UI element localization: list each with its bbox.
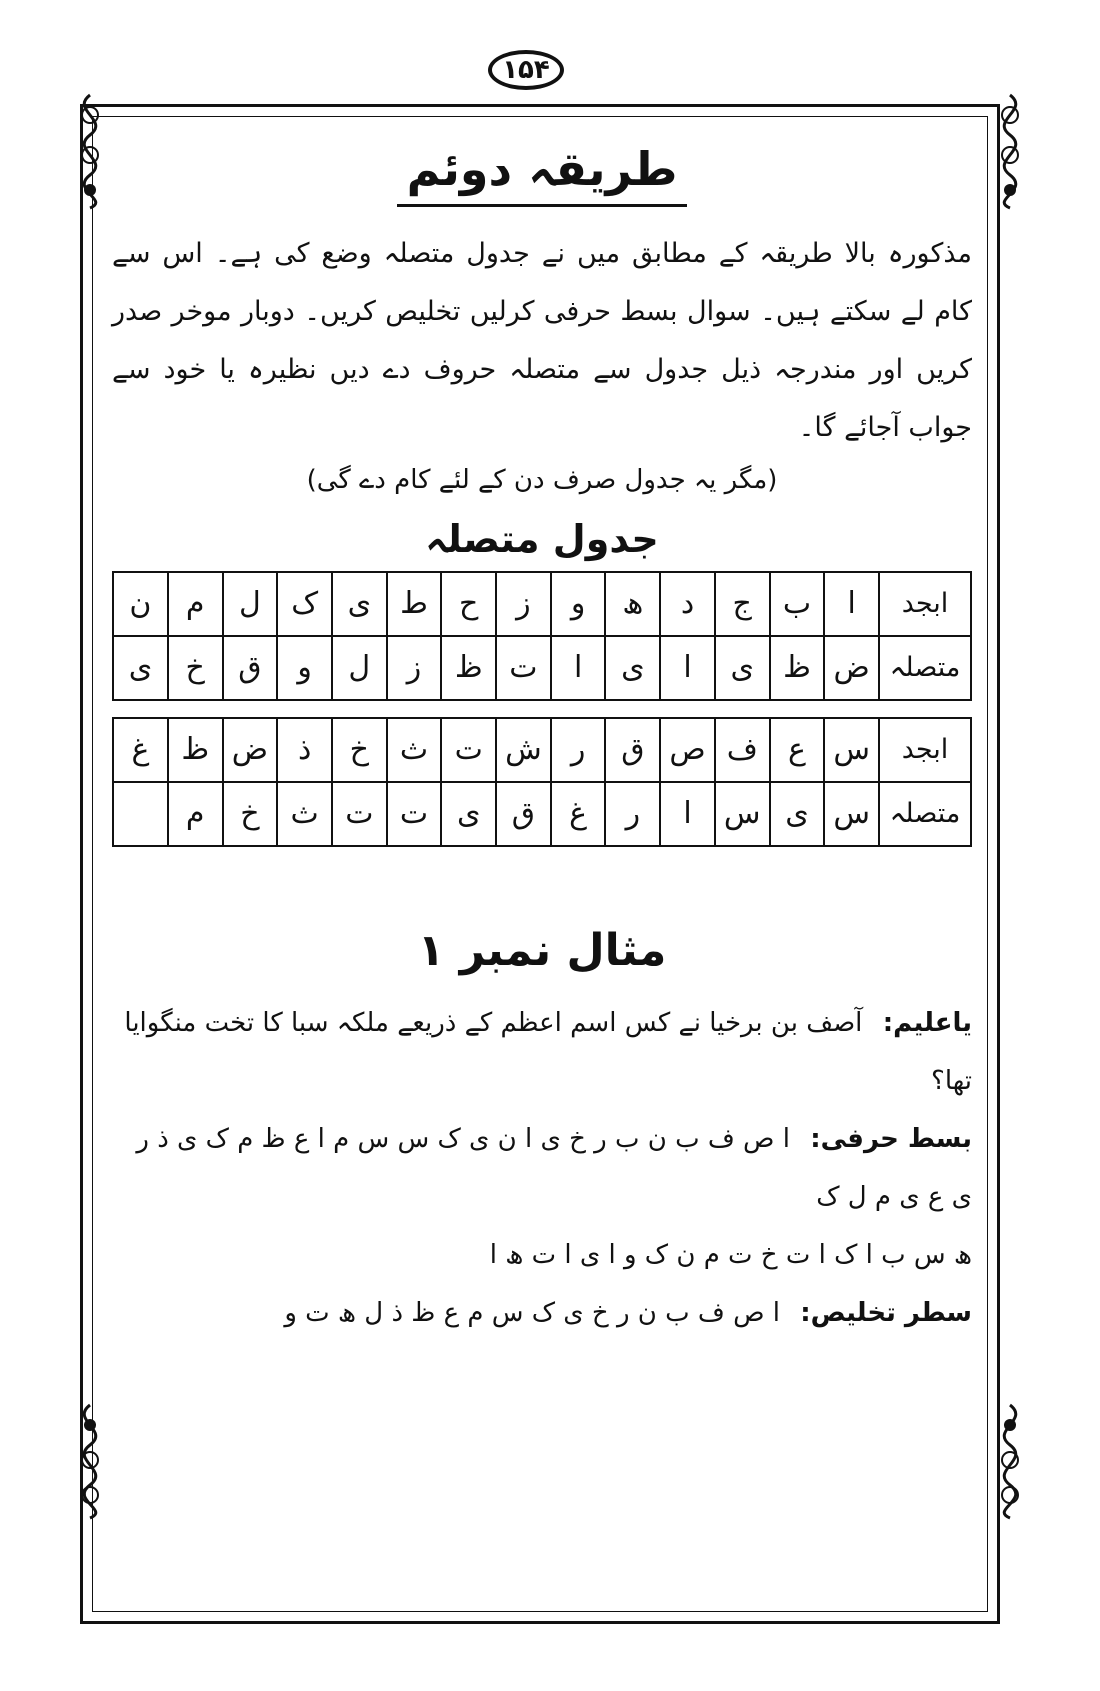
- letter-cell: ی: [332, 572, 387, 636]
- table-note: (مگر یہ جدول صرف دن کے لئے کام دے گی): [306, 464, 778, 495]
- letter-cell: و: [277, 636, 332, 700]
- letter-cell: ر: [551, 718, 606, 782]
- bast-line-2: ھ س ب ا ک ا ت خ ت م ن ک و ا ی ا ت ھ ا: [489, 1239, 972, 1270]
- letter-cell: د: [660, 572, 715, 636]
- letter-cell: ذ: [277, 718, 332, 782]
- letter-cell: ق: [496, 782, 551, 846]
- letter-cell: ض: [223, 718, 278, 782]
- row-label: متصلہ: [879, 782, 971, 846]
- letter-cell: م: [168, 572, 223, 636]
- row-label: ابجد: [879, 718, 971, 782]
- letter-cell: غ: [551, 782, 606, 846]
- letter-cell: ش: [496, 718, 551, 782]
- letter-cell: ز: [496, 572, 551, 636]
- letter-cell: ی: [113, 636, 168, 700]
- question-label: یاعلیم:: [882, 1007, 972, 1038]
- letter-cell: ق: [605, 718, 660, 782]
- table-title: جدول متصلہ: [425, 516, 659, 561]
- letter-cell: ظ: [441, 636, 496, 700]
- letter-cell: م: [168, 782, 223, 846]
- letter-cell: ص: [660, 718, 715, 782]
- letter-cell: ل: [223, 572, 278, 636]
- letter-cell: ح: [441, 572, 496, 636]
- letter-cell: ن: [113, 572, 168, 636]
- letter-cell: ی: [605, 636, 660, 700]
- row-label: ابجد: [879, 572, 971, 636]
- question-text: آصف بن برخیا نے کس اسم اعظم کے ذریعے ملکہ سبا کا تخت منگوایا تھا؟: [124, 1007, 972, 1096]
- floral-ornament-icon: [980, 90, 1040, 210]
- letter-cell: [113, 782, 168, 846]
- letter-cell: ف: [715, 718, 770, 782]
- letter-cell: ی: [715, 636, 770, 700]
- abjad-table-2: [112, 717, 972, 847]
- letter-cell: خ: [332, 718, 387, 782]
- letter-cell: ھ: [605, 572, 660, 636]
- letter-cell: ظ: [168, 718, 223, 782]
- example-title: مثال نمبر ۱: [417, 924, 667, 976]
- letter-cell: ی: [441, 782, 496, 846]
- intro-paragraph: مذکورہ بالا طریقہ کے مطابق میں نے جدول متصلہ وضع کی ہے۔ اس سے کام لے سکتے ہیں۔ سوال بسط حرفی کرلیں تخلیص کریں۔ دوبار موخر صدر کریں اور مندرجہ ذیل جدول سے متصلہ حروف دے دیں نظیرہ یا خود سے جواب آجائے گا۔: [112, 237, 972, 443]
- bast-line-1: ا ص ف ب ن ب ر خ ی ا ن ی ک س س م ا ع ظ م ک ی ذ ر ی ع ی م ل ک: [136, 1123, 972, 1212]
- floral-ornament-icon: [980, 1400, 1040, 1520]
- letter-cell: ا: [824, 572, 879, 636]
- bast-label: بسط حرفی:: [810, 1123, 972, 1154]
- page-number-badge: [488, 50, 564, 90]
- floral-ornament-icon: [60, 90, 120, 210]
- table-row: [113, 636, 971, 700]
- letter-cell: ا: [660, 782, 715, 846]
- row-label: متصلہ: [879, 636, 971, 700]
- letter-cell: ی: [770, 782, 825, 846]
- letter-cell: ا: [551, 636, 606, 700]
- letter-cell: ک: [277, 572, 332, 636]
- letter-cell: ض: [824, 636, 879, 700]
- letter-cell: و: [551, 572, 606, 636]
- example-bast: [112, 1110, 972, 1226]
- letter-cell: ع: [770, 718, 825, 782]
- floral-ornament-icon: [60, 1400, 120, 1520]
- abjad-table-1: [112, 571, 972, 701]
- takhlees-text: ا ص ف ب ن ر خ ی ک س م ع ظ ذ ل ھ ت و: [284, 1297, 781, 1328]
- letter-cell: ت: [496, 636, 551, 700]
- letter-cell: ث: [277, 782, 332, 846]
- letter-cell: خ: [223, 782, 278, 846]
- letter-cell: ط: [387, 572, 442, 636]
- table-row: [113, 718, 971, 782]
- letter-cell: س: [824, 782, 879, 846]
- table-row: [113, 782, 971, 846]
- page-number: ۱۵۴: [502, 55, 550, 85]
- section-heading-wrap: [112, 140, 972, 207]
- letter-cell: ل: [332, 636, 387, 700]
- letter-cell: ق: [223, 636, 278, 700]
- letter-cell: ظ: [770, 636, 825, 700]
- example-bast-continued: [112, 1226, 972, 1284]
- letter-cell: ر: [605, 782, 660, 846]
- letter-cell: ب: [770, 572, 825, 636]
- section-title: طریقہ دوئم: [397, 140, 688, 207]
- letter-cell: س: [715, 782, 770, 846]
- table-row: [113, 572, 971, 636]
- letter-cell: ج: [715, 572, 770, 636]
- letter-cell: ث: [387, 718, 442, 782]
- letter-cell: خ: [168, 636, 223, 700]
- takhlees-label: سطر تخلیص:: [800, 1297, 972, 1328]
- example-question: [112, 994, 972, 1110]
- letter-cell: غ: [113, 718, 168, 782]
- letter-cell: ا: [660, 636, 715, 700]
- letter-cell: ت: [332, 782, 387, 846]
- letter-cell: ز: [387, 636, 442, 700]
- letter-cell: ت: [387, 782, 442, 846]
- example-takhlees: [112, 1284, 972, 1342]
- page-content: [112, 140, 972, 1342]
- letter-cell: ت: [441, 718, 496, 782]
- letter-cell: س: [824, 718, 879, 782]
